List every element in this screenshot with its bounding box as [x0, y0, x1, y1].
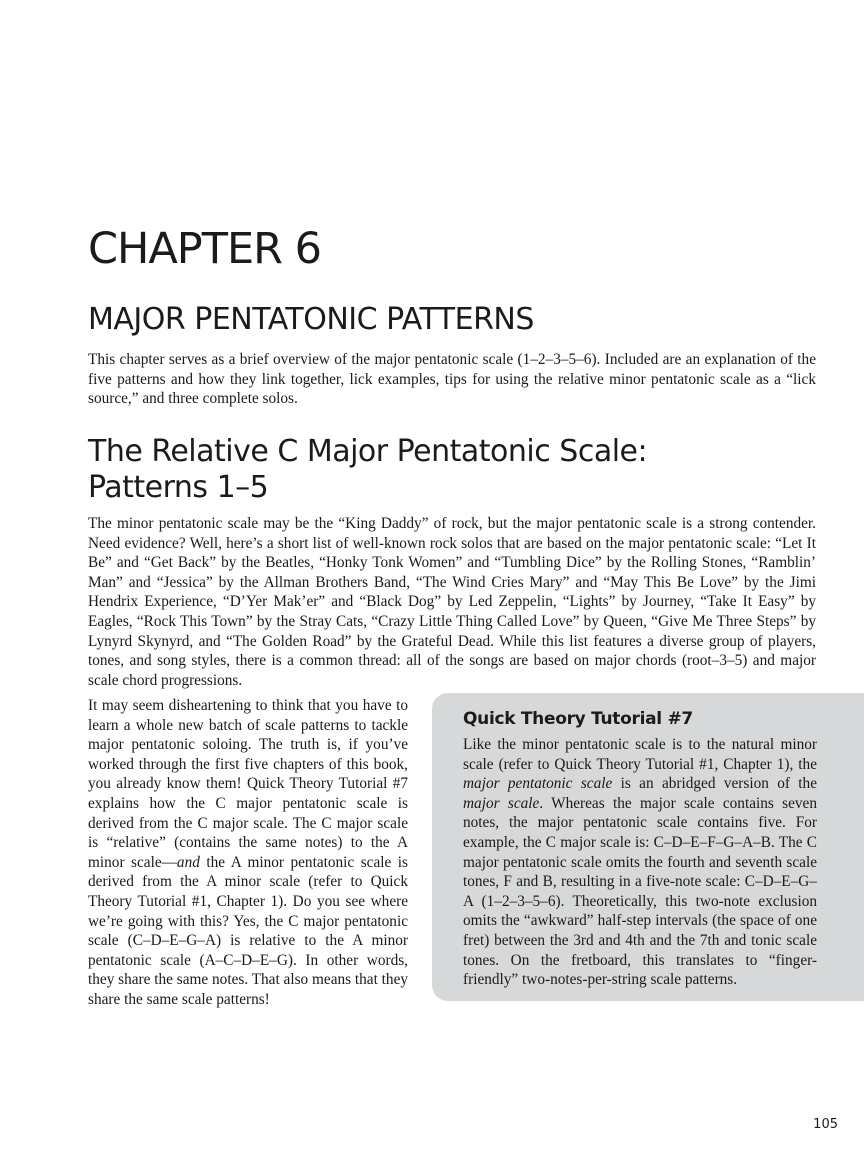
sidebar-italic1: major pentatonic scale	[463, 775, 613, 793]
section-heading-line2: Patterns 1–5	[88, 470, 269, 505]
left-column-italic: and	[176, 853, 200, 871]
left-column-part1: It may seem disheartening to think that you have to learn a whole new batch of scale patterns to tackle major pentatonic soloing. The truth is, if you’ve worked through the first five chapters of this book, you already know them! Quick Theory Tutorial #7 explains how the C major pentatonic scale is derived from the C major scale. The C major scale is “relative” (contains the same notes) to the A minor scale—	[88, 697, 408, 871]
section-heading	[88, 434, 788, 506]
sidebar-text	[463, 735, 817, 990]
sidebar-part3: . Whereas the major scale contains seven notes, the major pentatonic scale contains five. For example, the C major scale is: C–D–E–F–G–A–B. The C major pentatonic scale omits the fourth and seventh scale tones, F and B, resulting in a five-note scale: C–D–E–G–A (1–2–3–5–6). Theoretically, this two-note exclusion omits the “awkward” half-step intervals (the space of one fret) between the 3rd and 4th and the 7th and tonic scale tones. On the fretboard, this translates to “finger-friendly” two-notes-per-string scale patterns.	[463, 794, 817, 989]
chapter-label: CHAPTER 6	[88, 224, 322, 274]
page-number: 105	[813, 1117, 838, 1132]
section-paragraph: The minor pentatonic scale may be the “King Daddy” of rock, but the major pentatonic scale is a strong contender. Need evidence? Well, here’s a short list of well-known rock solos that are based on the major pentatonic scale: “Let It Be” and “Get Back” by the Beatles, “Honky Tonk Women” and “Tumbling Dice” by the Rolling Stones, “Ramblin’ Man” and “Jessica” by the Allman Brothers Band, “The Wind Cries Mary” and “May This Be Love” by the Jimi Hendrix Experience, “D’Yer Mak’er” and “Black Dog” by Led Zeppelin, “Lights” by Journey, “Take It Easy” by Eagles, “Rock This Town” by the Stray Cats, “Crazy Little Thing Called Love” by Queen, “Give Me Three Steps” by Lynyrd Skynyrd, and “The Golden Road” by the Grateful Dead. While this list features a diverse group of players, tones, and song styles, there is a common thread: all of the songs are based on major chords (root–3–5) and major scale chord progressions.	[88, 515, 816, 689]
sidebar-part1: Like the minor pentatonic scale is to the natural minor scale (refer to Quick Theory Tutorial #1, Chapter 1), the	[463, 736, 817, 773]
quick-theory-sidebar	[432, 693, 864, 1001]
section-heading-line1: The Relative C Major Pentatonic Scale:	[88, 434, 648, 469]
chapter-intro: This chapter serves as a brief overview of the major pentatonic scale (1–2–3–5–6). Included are an explanation of the five patterns and how they link together, lick examples, tips for using the relative minor pentatonic scale as a “lick source,” and three complete solos.	[88, 351, 816, 408]
sidebar-italic2: major scale	[463, 794, 540, 812]
left-column-part2: the A minor pentatonic scale is derived from the A minor scale (refer to Quick Theory Tutorial #1, Chapter 1). Do you see where we’re going with this? Yes, the C major pentatonic scale (C–D–E–G–A) is relative to the A minor pentatonic scale (A–C–D–E–G). In other words, they share the same notes. That also means that they share the same scale patterns!	[88, 853, 409, 1008]
chapter-title: MAJOR PENTATONIC PATTERNS	[88, 302, 534, 337]
sidebar-title: Quick Theory Tutorial #7	[463, 709, 693, 729]
sidebar-part2: is an abridged version of the	[612, 775, 817, 793]
left-column-text	[88, 696, 408, 1010]
